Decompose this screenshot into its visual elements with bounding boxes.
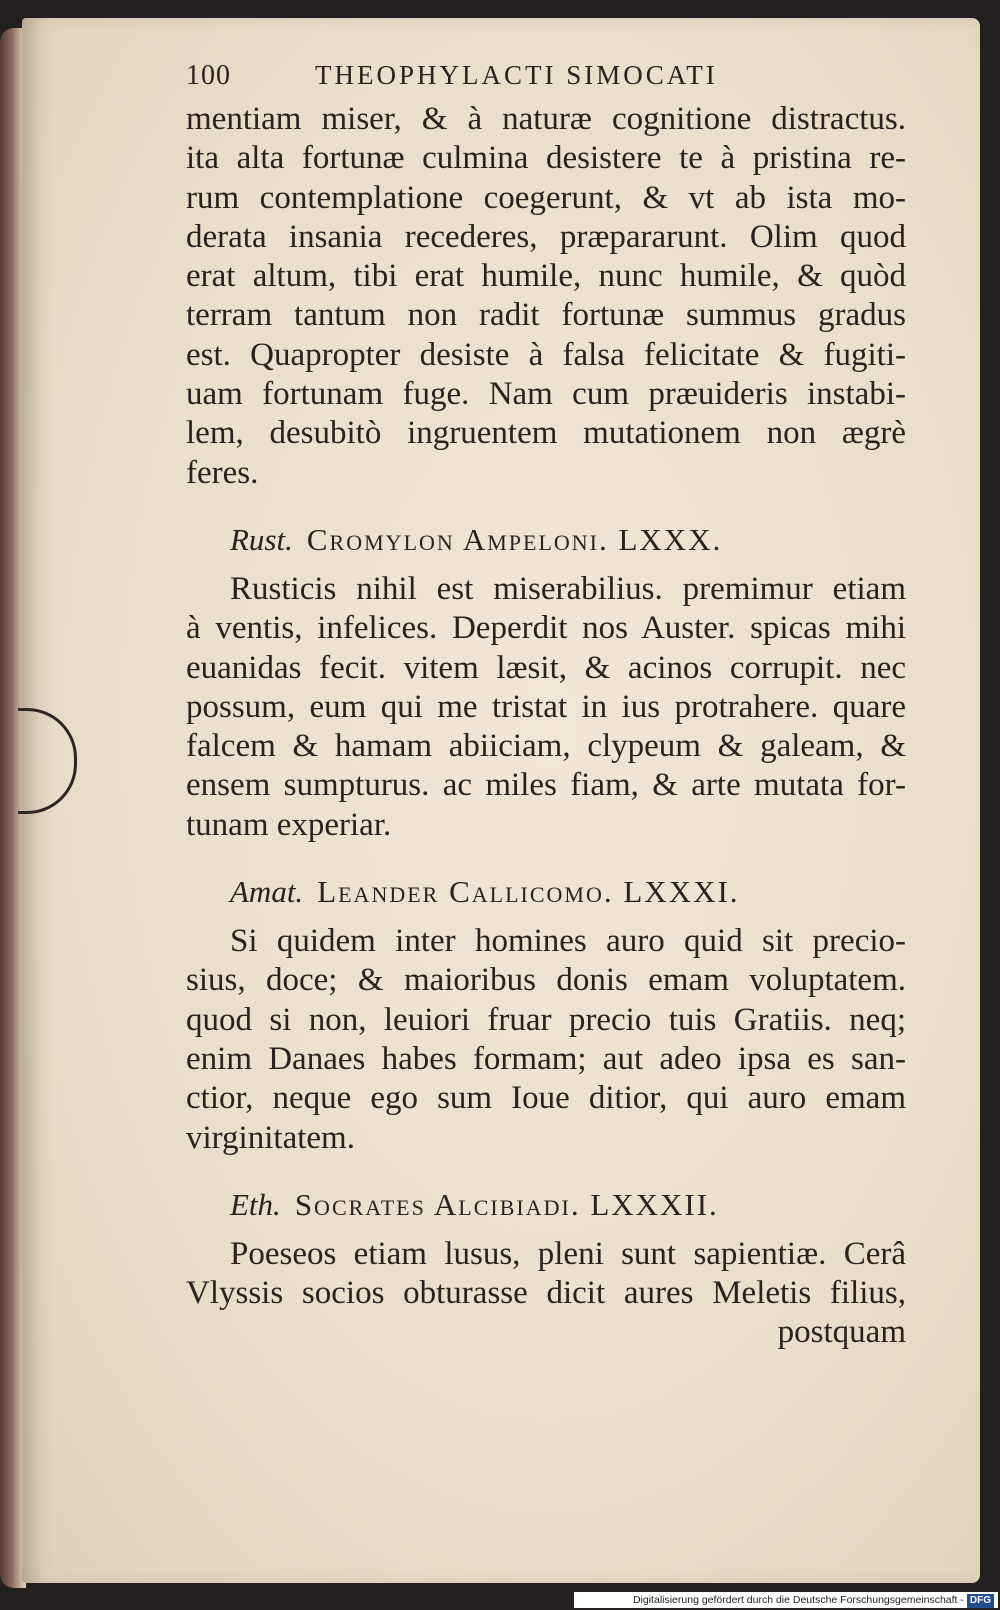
text-line: euanidas fecit. vitem læsit, & acinos corrupit. nec xyxy=(186,649,906,686)
catchword: postquam xyxy=(777,1314,906,1351)
text-line: Vlyssis socios obturasse dicit aures Meletis filius, xyxy=(186,1275,906,1312)
letter-body-80 xyxy=(186,570,906,845)
letter-body-81 xyxy=(186,922,906,1158)
text-line: Rusticis nihil est miserabilius. premimur etiam xyxy=(230,570,906,607)
text-line: ctior, neque ego sum Ioue ditior, qui auro emam xyxy=(186,1080,906,1117)
letter-heading-82 xyxy=(230,1185,906,1224)
text-line: enim Danaes habes formam; aut adeo ipsa es san- xyxy=(186,1040,906,1077)
text-line: feres. xyxy=(186,454,259,491)
digitization-credit xyxy=(574,1592,998,1608)
text-line: uam fortunam fuge. Nam cum præuideris instabi- xyxy=(186,376,906,413)
letter-body-82 xyxy=(186,1235,906,1353)
text-line: virginitatem. xyxy=(186,1119,355,1156)
page-text xyxy=(186,60,906,1353)
text-line: lem, desubitò ingruentem mutationem non ægrè xyxy=(186,415,906,452)
text-line: à ventis, infelices. Deperdit nos Auster. spicas mihi xyxy=(186,610,906,647)
text-line: falcem & hamam abiiciam, clypeum & galeam, & xyxy=(186,728,906,765)
running-title: THEOPHYLACTI SIMOCATI xyxy=(315,60,718,90)
letter-category: Rust. xyxy=(230,521,293,557)
text-line: possum, eum qui me tristat in ius protrahere. quare xyxy=(186,688,906,725)
text-line: rum contemplatione coegerunt, & vt ab ista mo- xyxy=(186,179,906,216)
text-line: ita alta fortunæ culmina desistere te à pristina re- xyxy=(186,140,906,177)
letter-title: Leander Callicomo. LXXXI. xyxy=(317,874,740,910)
text-line: Si quidem inter homines auro quid sit precio- xyxy=(230,923,906,960)
letter-category: Amat. xyxy=(230,874,304,910)
running-head xyxy=(186,60,906,100)
text-line: erat altum, tibi erat humile, nunc humile, & quòd xyxy=(186,258,906,295)
text-line: sius, doce; & maioribus donis emam voluptatem. xyxy=(186,962,906,999)
letter-category: Eth. xyxy=(230,1186,281,1222)
text-line: terram tantum non radit fortunæ summus gradus xyxy=(186,297,906,334)
dfg-logo: DFG xyxy=(967,1594,994,1608)
letter-heading-81 xyxy=(230,872,906,911)
paragraph-continuation xyxy=(186,100,906,493)
text-line: Poeseos etiam lusus, pleni sunt sapientiæ. Cerâ xyxy=(230,1235,906,1272)
letter-heading-80 xyxy=(230,520,906,559)
letter-title: Cromylon Ampeloni. LXXX. xyxy=(306,521,723,557)
page-number: 100 xyxy=(186,60,231,91)
text-line: quod si non, leuiori fruar precio tuis Gratiis. neq; xyxy=(186,1001,906,1038)
text-line: ensem sumpturus. ac miles fiam, & arte mutata for- xyxy=(186,767,906,804)
credit-text: Digitalisierung gefördert durch die Deutsche Forschungsgemeinschaft - xyxy=(632,1594,964,1606)
letter-title: Socrates Alcibiadi. LXXXII. xyxy=(294,1186,719,1222)
text-line: tunam experiar. xyxy=(186,806,392,843)
text-line: est. Quapropter desiste à falsa felicitate & fugiti- xyxy=(186,336,906,373)
page-clasp-ring xyxy=(18,708,77,814)
text-line: derata insania recederes, præpararunt. Olim quod xyxy=(186,218,906,255)
text-line: mentiam miser, & à naturæ cognitione distractus. xyxy=(186,101,906,137)
